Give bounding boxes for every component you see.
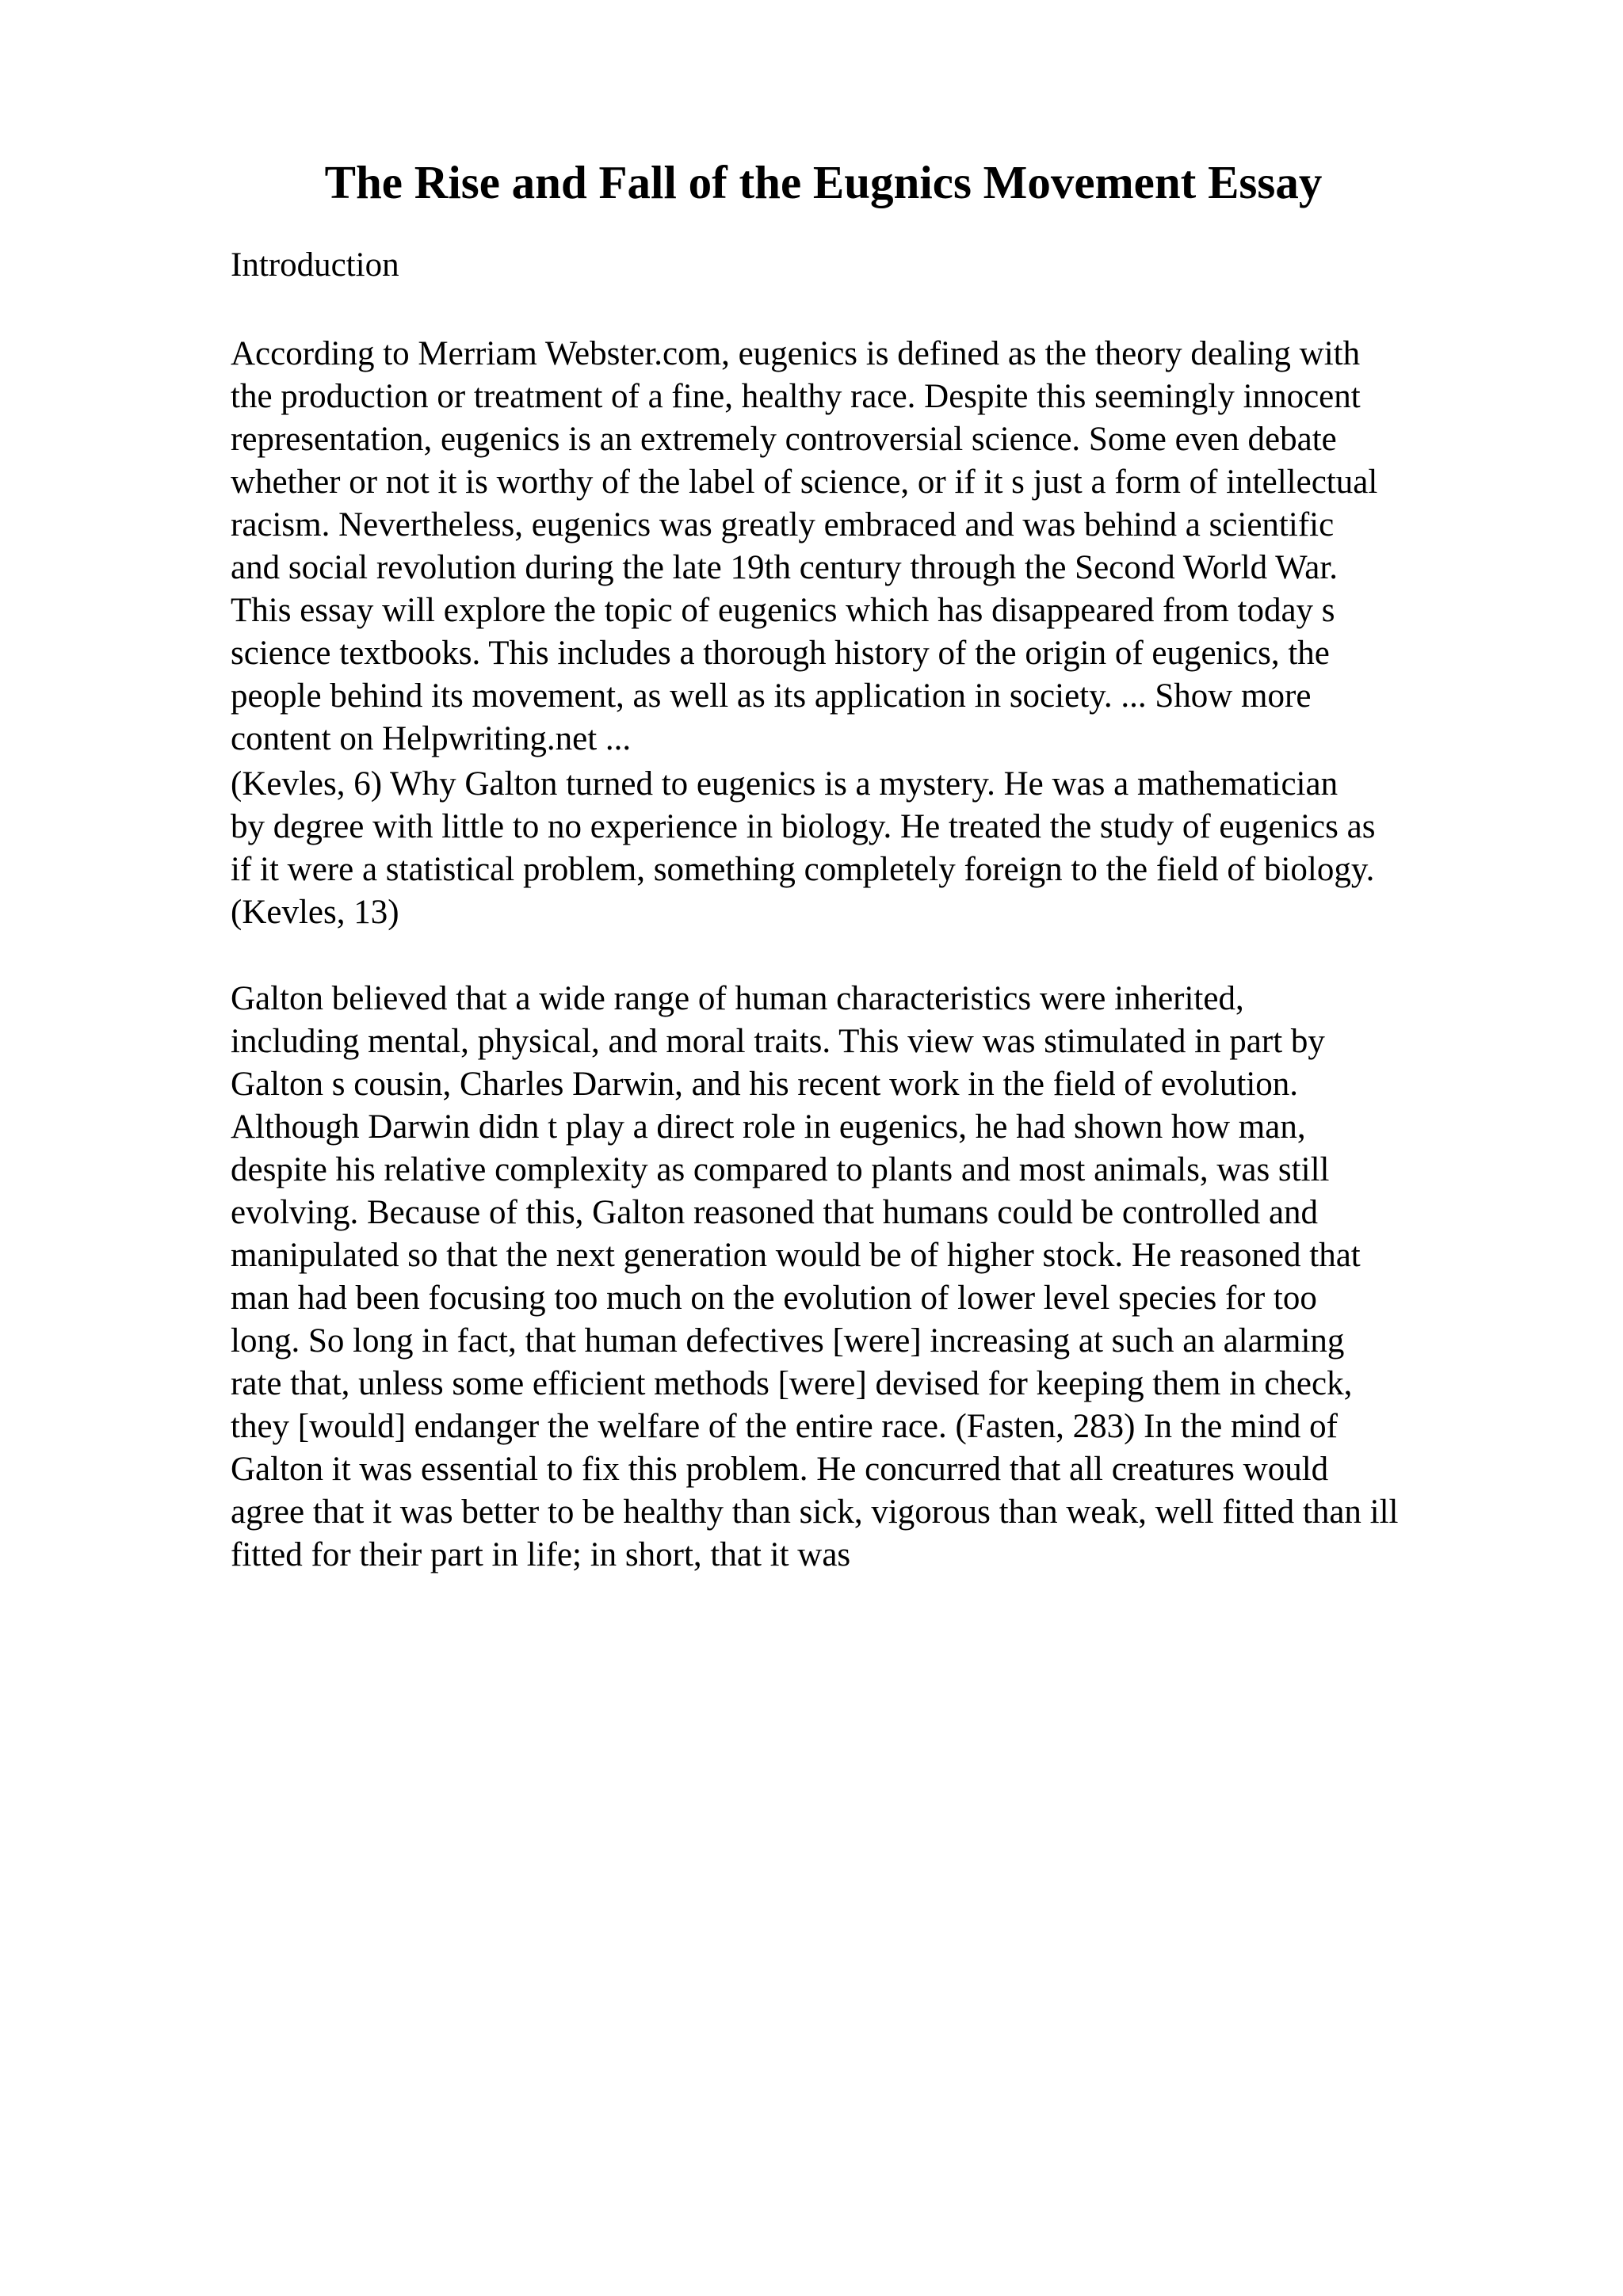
paragraph-line: long. So long in fact, that human defectives [were] increasing at such an alarming (231, 1322, 1345, 1360)
document-title (0, 152, 1623, 212)
paragraph-line: fitted for their part in life; in short, that it was (231, 1536, 851, 1573)
paragraph-line: (Kevles, 6) Why Galton turned to eugenics is a mystery. He was a mathematician (231, 765, 1338, 803)
paragraph-line: Although Darwin didn t play a direct role in eugenics, he had shown how man, (231, 1108, 1306, 1146)
paragraph-line: rate that, unless some efficient methods [were] devised for keeping them in check, (231, 1365, 1353, 1402)
paragraph-line: racism. Nevertheless, eugenics was greatly embraced and was behind a scientific (231, 506, 1335, 543)
paragraph-line: agree that it was better to be healthy than sick, vigorous than weak, well fitted than ill (231, 1493, 1399, 1531)
paragraph-line: despite his relative complexity as compared to plants and most animals, was still (231, 1151, 1330, 1188)
paragraph-galton-mystery (231, 763, 1514, 934)
paragraph-line: manipulated so that the next generation would be of higher stock. He reasoned that (231, 1237, 1361, 1274)
paragraph-intro (231, 333, 1514, 761)
paragraph-line: the production or treatment of a fine, healthy race. Despite this seemingly innocent (231, 378, 1361, 415)
paragraph-line: including mental, physical, and moral traits. This view was stimulated in part by (231, 1023, 1325, 1060)
paragraph-line: whether or not it is worthy of the label of science, or if it s just a form of intellectual (231, 463, 1378, 501)
paragraph-line: According to Merriam Webster.com, eugenics is defined as the theory dealing with (231, 335, 1361, 372)
paragraph-line: Galton it was essential to fix this problem. He concurred that all creatures would (231, 1451, 1329, 1488)
section-heading-text: Introduction (231, 246, 399, 284)
document-title-text: The Rise and Fall of the Eugnics Movement Essay (324, 156, 1323, 208)
paragraph-line: man had been focusing too much on the evolution of lower level species for too (231, 1280, 1317, 1317)
paragraph-line: Galton believed that a wide range of human characteristics were inherited, (231, 980, 1244, 1017)
paragraph-line: by degree with little to no experience in biology. He treated the study of eugenics as (231, 808, 1376, 845)
paragraph-line: content on Helpwriting.net ... (231, 720, 632, 757)
paragraph-line: This essay will explore the topic of eugenics which has disappeared from today s (231, 592, 1335, 629)
paragraph-line: people behind its movement, as well as its application in society. ... Show more (231, 677, 1312, 715)
paragraph-galton-beliefs (231, 978, 1514, 1577)
paragraph-line: representation, eugenics is an extremely controversial science. Some even debate (231, 421, 1337, 458)
paragraph-line: if it were a statistical problem, something completely foreign to the field of biology. (231, 851, 1375, 888)
paragraph-line: (Kevles, 13) (231, 894, 399, 931)
paragraph-line: they [would] endanger the welfare of the entire race. (Fasten, 283) In the mind of (231, 1408, 1338, 1445)
paragraph-line: Galton s cousin, Charles Darwin, and his recent work in the field of evolution. (231, 1066, 1299, 1103)
paragraph-line: evolving. Because of this, Galton reasoned that humans could be controlled and (231, 1194, 1319, 1231)
section-heading (231, 244, 1514, 287)
paragraph-line: science textbooks. This includes a thorough history of the origin of eugenics, the (231, 635, 1330, 672)
paragraph-line: and social revolution during the late 19th century through the Second World War. (231, 549, 1338, 586)
